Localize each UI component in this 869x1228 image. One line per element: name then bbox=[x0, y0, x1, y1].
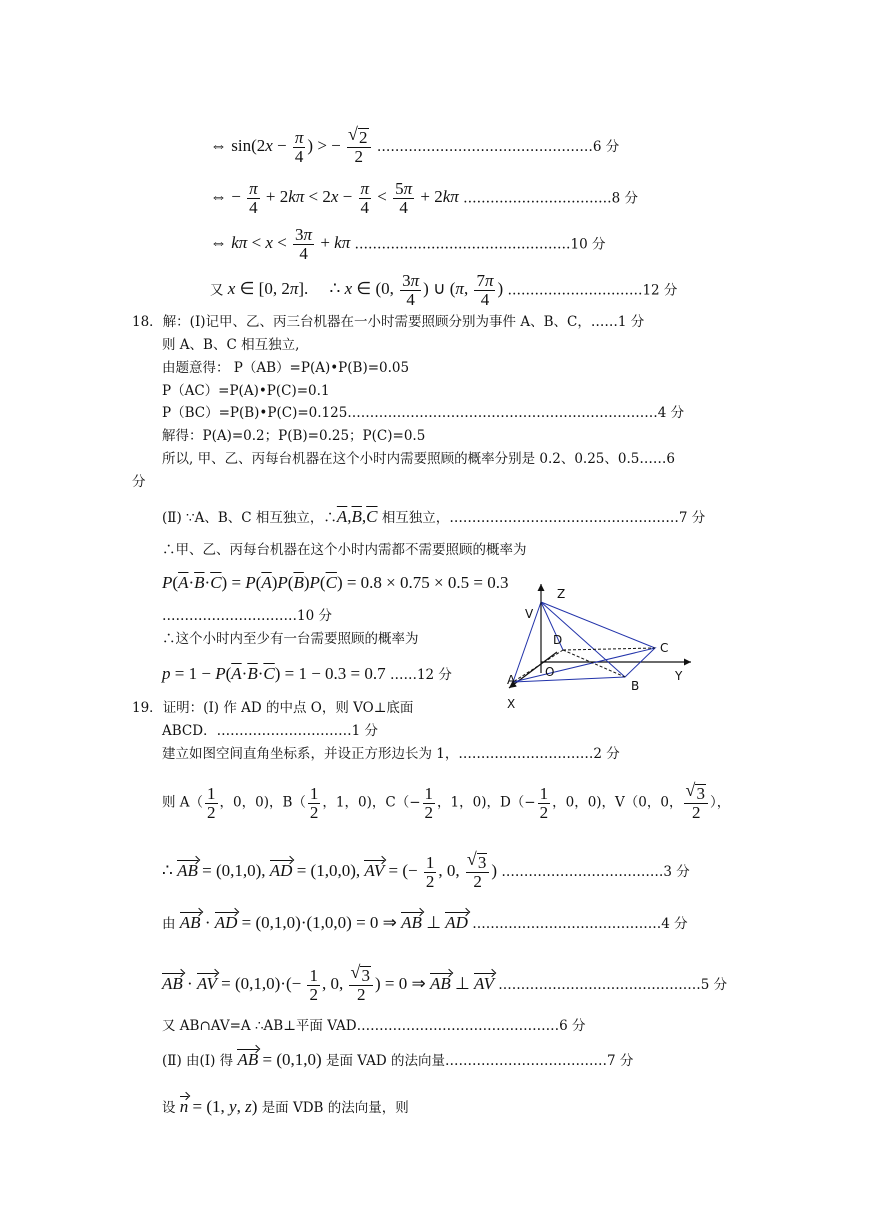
q18-line-6: 解得：P(A)=0.2；P(B)=0.25；P(C)=0.5 bbox=[162, 428, 426, 444]
q19-line-10 bbox=[162, 1098, 409, 1117]
text: 又 bbox=[210, 282, 224, 299]
q18-line-10 bbox=[162, 574, 508, 593]
domain-expr: x ∈ [0, 2π]. ∴ x ∈ (0, $\frac{3\pi}{4}$ ) ∪ (π, $\frac{7\pi}{4}$ ) bbox=[227, 271, 504, 309]
inequality-1: ⇔ sin(2x − $\frac{\pi}{4}$ ) > − √ $\frac{2}{2}$ bbox=[210, 136, 373, 155]
normal-vector-1: AB = (0,1,0) bbox=[237, 1050, 322, 1069]
score-marker: ……………………………………………7 分 bbox=[449, 510, 706, 526]
inequality-2: ⇔ − $\frac{\pi}{4}$ + 2kπ < 2x − $\frac{\pi}{4}$ < $\frac{5\pi}{4}$ + 2kπ bbox=[210, 179, 459, 217]
text: 证明：(Ⅰ) 作 AD 的中点 O，则 VO⊥底面 bbox=[162, 700, 414, 716]
label-y: Y bbox=[675, 669, 683, 683]
score-marker: ………………………………………5 分 bbox=[498, 976, 728, 993]
q18-line-13 bbox=[162, 665, 452, 684]
text: ）， bbox=[709, 794, 731, 811]
half: $\frac{1}{2}$ bbox=[539, 783, 549, 822]
text: 是面 VAD 的法向量 bbox=[325, 1053, 445, 1069]
label-x: X bbox=[507, 697, 516, 711]
text: ，0，0)，V（0，0， bbox=[552, 794, 683, 811]
q19-line-2: ABCD．…………………………1 分 bbox=[162, 723, 378, 739]
score-marker: ……12 分 bbox=[389, 667, 452, 683]
normal-vector-2: n = (1, y, z) bbox=[179, 1097, 258, 1116]
q18-line-7b: 分 bbox=[132, 474, 146, 490]
label-c: C bbox=[660, 641, 669, 655]
q18-line-12: ∴这个小时内至少有一台需要照顾的概率为 bbox=[162, 631, 419, 647]
q19-line-7 bbox=[162, 966, 727, 1004]
question-number: 18． bbox=[132, 314, 163, 330]
edge-dc bbox=[563, 648, 655, 650]
sol17-line-4 bbox=[210, 272, 677, 309]
dot-product-1: AB · AD = (0,1,0)·(1,0,0) = 0 ⇒ AB ⊥ AD bbox=[179, 913, 468, 932]
text: 由 bbox=[162, 916, 176, 932]
q18-line-5: P（BC）=P(B)•P(C)=0.125……………………………………………………………4 分 bbox=[162, 405, 685, 421]
half: $\frac{1}{2}$ bbox=[309, 783, 319, 822]
q18-line-7: 所以, 甲、乙、丙每台机器在这个小时内需要照顾的概率分别是 0.2、0.25、0.5……6 bbox=[162, 451, 675, 467]
q19-line-3: 建立如图空间直角坐标系，并设正方形边长为 1，…………………………2 分 bbox=[162, 746, 620, 762]
score-marker: ……………………………………4 分 bbox=[472, 916, 688, 932]
edge-db bbox=[563, 650, 625, 677]
label-b: B bbox=[631, 679, 640, 693]
score-marker: …………………………12 分 bbox=[507, 282, 678, 299]
vectors-def: ∴ AB = (0,1,0), AD = (1,0,0), AV = (− $\frac{1}{2}$ , 0, √ $\frac{3}{2}$ ) bbox=[162, 861, 497, 880]
text: 解：(Ⅰ)记甲、乙、丙三台机器在一小时需要照顾分别为事件 A、B、C，……1 分 bbox=[162, 314, 645, 330]
prob-result: $p = 1 - P(\overline{A}\cdot\overline{B}\cdot\overline{C}) = 1 - 0.3 = 0.7$ bbox=[162, 664, 386, 683]
text: ，1，0)，C（− bbox=[322, 794, 421, 811]
inequality-3: ⇔ kπ < x < $\frac{3\pi}{4}$ + kπ bbox=[210, 225, 351, 263]
q19-line-8: 又 AB∩AV=A ∴AB⊥平面 VAD………………………………………6 分 bbox=[162, 1018, 586, 1034]
sol17-line-3 bbox=[210, 226, 606, 263]
q19-line-4 bbox=[162, 784, 730, 822]
q19-line-1 bbox=[132, 699, 413, 717]
sol17-line-2 bbox=[210, 180, 638, 217]
half: $\frac{1}{2}$ bbox=[207, 783, 216, 822]
score-marker: …………………………………………10 分 bbox=[354, 236, 606, 253]
score-marker: ……………………………8 分 bbox=[463, 190, 639, 207]
text: (Ⅱ) 由(Ⅰ) 得 bbox=[162, 1053, 234, 1069]
text: 是面 VDB 的法向量，则 bbox=[261, 1100, 409, 1116]
base-solid bbox=[513, 648, 655, 682]
text: ，1，0)，D（− bbox=[437, 794, 536, 811]
q18-line-11: …………………………10 分 bbox=[162, 608, 332, 624]
text: 相互独立， bbox=[381, 510, 450, 526]
question-number: 19． bbox=[132, 700, 163, 716]
label-v: V bbox=[525, 607, 534, 621]
q18-line-8 bbox=[162, 508, 705, 527]
label-a: A bbox=[507, 673, 516, 687]
text: 则 A（ bbox=[162, 794, 204, 811]
prob-formula: $P(\overline{A}\cdot\overline{B}\cdot\overline{C}) = P(\overline{A})P(\overline{B})P(\overline{C}) = 0.8 \times 0.75 \times 0.5 = 0.3$ bbox=[162, 573, 509, 592]
text: (Ⅱ) ∵A、B、C 相互独立，∴ bbox=[162, 510, 337, 526]
text: ，0，0)，B（ bbox=[219, 794, 306, 811]
q19-line-9 bbox=[162, 1051, 633, 1070]
q18-line-3: 由题意得： P（AB）=P(A)•P(B)=0.05 bbox=[162, 360, 410, 376]
q18-line-9: ∴甲、乙、丙每台机器在这个小时内需都不需要照顾的概率为 bbox=[162, 542, 527, 558]
dot-product-2: AB · AV = (0,1,0)·(− $\frac{1}{2}$ , 0, √ $\frac{3}{2}$ ) = 0 ⇒ AB ⊥ AV bbox=[162, 974, 494, 993]
sqrt3-half: √ $\frac{3}{2}$ bbox=[684, 784, 708, 822]
complement-events: $\overline{A},\overline{B},\overline{C}$ bbox=[336, 507, 378, 526]
q18-line-4: P（AC）=P(A)•P(C)=0.1 bbox=[162, 383, 330, 399]
text: 设 bbox=[162, 1100, 176, 1116]
half: $\frac{1}{2}$ bbox=[424, 783, 434, 822]
q19-line-5 bbox=[162, 853, 690, 891]
q18-line-2: 则 A、B、C 相互独立, bbox=[162, 337, 300, 353]
score-marker: ………………………………7 分 bbox=[444, 1053, 634, 1069]
score-marker: …………………………………………6 分 bbox=[376, 138, 620, 155]
pyramid-figure bbox=[495, 578, 700, 713]
sol17-line-1 bbox=[210, 128, 619, 166]
label-d: D bbox=[553, 633, 563, 647]
score-marker: ………………………………3 分 bbox=[501, 863, 690, 880]
label-o: O bbox=[545, 665, 555, 679]
q19-line-6 bbox=[162, 914, 688, 933]
label-z: Z bbox=[557, 587, 566, 601]
q18-line-1 bbox=[132, 313, 644, 331]
